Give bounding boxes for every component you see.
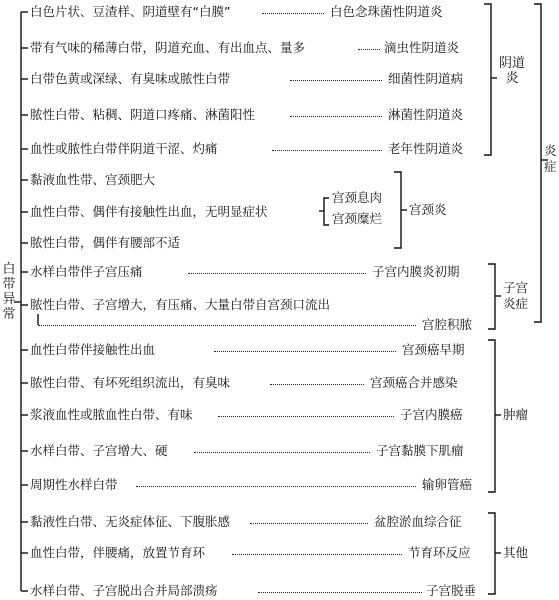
group-label-inflammation: 炎症 <box>544 143 557 174</box>
sub-diagnosis-polyp: 宫颈息肉 <box>332 190 383 205</box>
diagnosis-18: 子宫脱垂 <box>426 583 477 598</box>
symptom-7: 血性白带、偶伴有接触性出血，无明显症状 <box>30 204 268 219</box>
symptom-8: 脓性白带，偶伴有腰部不适 <box>30 235 181 250</box>
diagnosis-11: 宫颈癌早期 <box>402 342 465 357</box>
symptom-14: 水样白带、子宫增大、硬 <box>30 443 168 458</box>
symptom-15: 周期性水样白带 <box>30 477 118 492</box>
group-label-vaginitis: 阴道炎 <box>499 56 526 86</box>
other-bracket <box>488 513 495 594</box>
leader-9 <box>188 273 366 274</box>
symptom-10: 脓性白带、子宫增大，有压痛、大量白带自宫颈口流出 <box>30 297 331 312</box>
leader-18 <box>258 592 422 593</box>
diagnosis-16: 盆腔淤血综合征 <box>374 514 462 529</box>
leader-12 <box>270 384 364 385</box>
diagnosis-2: 滴虫性阴道炎 <box>384 40 460 55</box>
diagnosis-9: 子宫内膜炎初期 <box>372 264 460 279</box>
symptom-2: 带有气味的稀薄白带，阴道充血、有出血点、量多 <box>30 40 306 55</box>
diagnosis-12: 宫颈癌合并感染 <box>370 375 458 390</box>
leader-5 <box>272 150 382 151</box>
leader-15 <box>136 486 416 487</box>
leader-13 <box>218 416 394 417</box>
group-label-cervicitis: 宫颈炎 <box>409 202 447 217</box>
symptom-18: 水样白带、子宫脱出合并局部溃疡 <box>30 583 218 598</box>
diagnosis-14: 子宫黏膜下肌瘤 <box>376 443 464 458</box>
leader-17 <box>232 554 402 555</box>
cervicitis-sub-bracket <box>324 198 329 225</box>
tumor-bracket <box>488 340 495 492</box>
leader-14 <box>194 452 370 453</box>
symptom-17: 血性白带，伴腰痛，放置节育环 <box>30 545 206 560</box>
symptom-5: 血性或脓性白带伴阴道干涩、灼痛 <box>30 141 218 156</box>
leader-1 <box>262 13 324 14</box>
symptom-4: 脓性白带、粘稠、阴道口疼痛、淋菌阳性 <box>30 107 256 122</box>
diagnosis-15: 输卵管癌 <box>422 477 473 492</box>
group-label-tumor: 肿瘤 <box>503 407 529 422</box>
vaginitis-bracket <box>484 4 491 155</box>
uterine-inflammation-bracket <box>488 264 495 329</box>
symptom-11: 血性白带伴接触性出血 <box>30 342 156 357</box>
diagnosis-13: 子宫内膜癌 <box>400 407 463 422</box>
symptom-1: 白色片状、豆渣样、阴道壁有“白膜” <box>30 4 231 19</box>
diagnosis-17: 节育环反应 <box>408 545 471 560</box>
group-label-other: 其他 <box>503 545 529 560</box>
group-label-uterine-inflammation: 子宫炎症 <box>503 280 529 311</box>
leader-10 <box>38 325 416 326</box>
leader-16 <box>250 523 368 524</box>
inflammation-bracket <box>534 4 541 322</box>
leader-4 <box>290 116 382 117</box>
symptom-9: 水样白带伴子宫压痛 <box>30 264 143 279</box>
root-label: 白 带 异 常 <box>2 262 16 322</box>
leader-2 <box>358 49 380 50</box>
sub-diagnosis-erosion: 宫颈糜烂 <box>332 211 383 226</box>
diagnosis-5: 老年性阴道炎 <box>388 141 464 156</box>
diagnosis-1: 白色念珠菌性阴道炎 <box>330 4 443 19</box>
diagnosis-10: 宫腔积脓 <box>422 317 473 332</box>
leader-3 <box>290 80 382 81</box>
diagnosis-4: 淋菌性阴道炎 <box>388 107 464 122</box>
symptom-13: 浆液血性或脓血性白带、有味 <box>30 407 193 422</box>
symptom-6: 黏液血性带、宫颈肥大 <box>30 172 156 187</box>
leader-11 <box>214 351 396 352</box>
symptom-16: 黏液性白带、无炎症体征、下腹胀感 <box>30 514 231 529</box>
symptom-12: 脓性白带、有坏死组织流出，有臭味 <box>30 375 231 390</box>
symptom-3: 白带色黄或深绿、有臭味或脓性白带 <box>30 71 231 86</box>
cervicitis-bracket <box>394 172 401 248</box>
diagnosis-3: 细菌性阴道病 <box>388 71 464 86</box>
